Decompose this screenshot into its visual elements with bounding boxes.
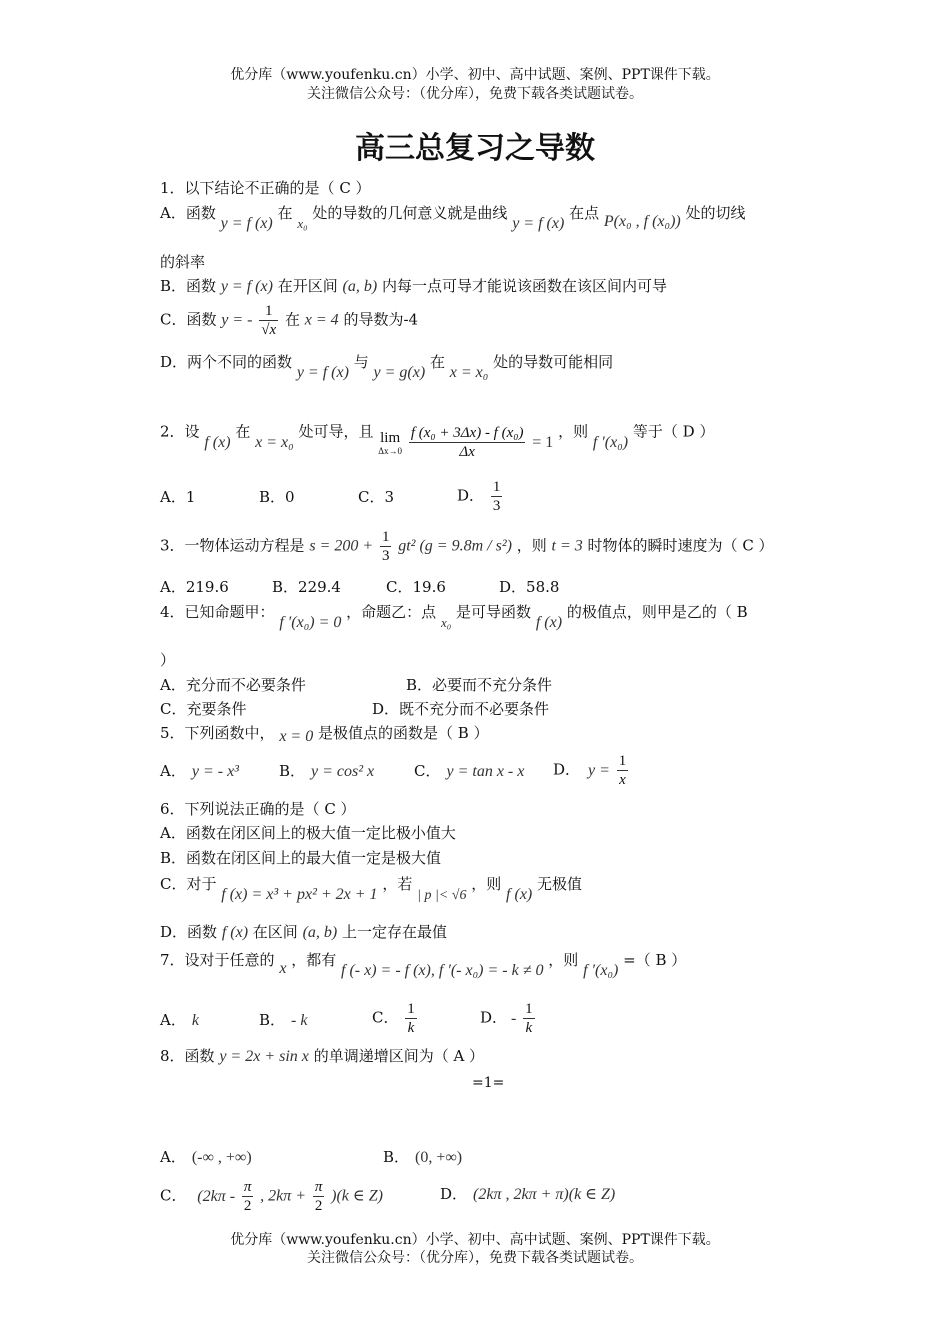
q1-option-a: A．函数 y = f (x) 在 x₀ 处的导数的几何意义就是曲线 y = f (x) 在点 P(x₀ , f (x₀)) 处的切线 [160,204,746,232]
q3-option-c: C．19.6 [386,578,446,596]
page-number: =1= [472,1075,505,1091]
q2-stem: 2．设 f (x) 在 x = x₀ 处可导，且 lim Δx→0 $\frac{\text{f (x₀ + 3Δx) - f (x₀)}}{\Delta x}$ = 1 ，则 f ′(x₀) 等于（ D ） [160,422,715,460]
limit-fraction: $\frac{\text{f (x₀ + 3Δx) - f (x₀)}}{\Delta x}$ [410,425,524,460]
q7-option-c: C． $\frac{1}{k}$ [372,1001,415,1036]
q4-option-a: A．充分而不必要条件 [160,676,306,694]
q3-option-d: D．58.8 [499,578,560,596]
q6-option-a: A．函数在闭区间上的极大值一定比极小值大 [160,824,456,842]
q7-stem: 7．设对于任意的 x ，都有 f (- x) = - f (x), f ′(- x₀) = - k ≠ 0 ，则 f ′(x₀) =（ B ） [160,951,687,979]
q4-stem-cont: ） [160,651,176,669]
q1-option-d: D．两个不同的函数 y = f (x) 与 y = g(x) 在 x = x₀ 处的导数可能相同 [160,353,614,381]
q6-stem: 6．下列说法正确的是（ C ） [160,800,356,818]
fraction: $\frac{\pi}{2}$ [314,1179,323,1214]
footer-line-1: 优分库（www.youfenku.cn）小学、初中、高中试题、案例、PPT课件下载。 [230,1232,720,1248]
q8-stem: 8．函数 y = 2x + sin x 的单调递增区间为（ A ） [160,1047,485,1065]
fraction: $\frac{1}{k}$ [525,1001,533,1036]
q2-option-a: A．1 [160,488,196,506]
footer-line-2: 关注微信公众号：（优分库），免费下载各类试题试卷。 [307,1250,643,1266]
q8-option-c: C． (2kπ - $\frac{\pi}{2}$ , 2kπ + $\frac{\pi}{2}$ )(k ∈ Z) [160,1179,383,1214]
q1-option-b: B．函数 y = f (x) 在开区间 (a, b) 内每一点可导才能说该函数在该区间内可导 [160,277,667,295]
q8-option-d: D． (2kπ , 2kπ + π)(k ∈ Z) [440,1185,616,1203]
q3-option-a: A．219.6 [160,578,229,596]
limit-operator: lim Δx→0 [378,429,403,456]
q5-option-c: C． y = tan x - x [414,762,525,780]
header-line-1: 优分库（www.youfenku.cn）小学、初中、高中试题、案例、PPT课件下载。 [230,67,720,83]
q2-option-b: B．0 [259,488,295,506]
q2-option-d: D． $\frac{1}{3}$ [457,479,501,514]
q4-option-b: B．必要而不充分条件 [406,676,553,694]
q7-option-d: D． - $\frac{1}{k}$ [480,1001,533,1036]
q1-option-c: C．函数 y = - $\frac{1}{√x}$ 在 x = 4 的导数为-4 [160,303,419,338]
q5-option-a: A． y = - x³ [160,762,239,780]
q4-stem: 4．已知命题甲： f ′(x₀) = 0 ，命题乙：点 x₀ 是可导函数 f (x) 的极值点，则甲是乙的（ B [160,603,748,631]
q2-option-c: C．3 [358,488,395,506]
fraction: $\frac{1}{√x}$ [261,303,277,338]
q6-option-d: D．函数 f (x) 在区间 (a, b) 上一定存在最值 [160,923,448,941]
q6-option-c: C．对于 f (x) = x³ + px² + 2x + 1 ，若 | p |< √6 ，则 f (x) 无极值 [160,875,583,903]
q8-option-a: A． (-∞ , +∞) [160,1148,252,1166]
q1-option-a-cont: 的斜率 [160,253,206,271]
q5-option-d: D． y = $\frac{1}{x}$ [553,753,627,788]
fraction: $\frac{1}{x}$ [618,753,627,788]
fraction: $\frac{1}{3}$ [381,529,390,564]
q4-option-d: D．既不充分而不必要条件 [372,700,550,718]
header-line-2: 关注微信公众号：（优分库），免费下载各类试题试卷。 [307,86,643,102]
fraction: $\frac{1}{3}$ [492,479,501,514]
q7-option-b: B． - k [259,1011,308,1029]
q5-option-b: B． y = cos² x [279,762,375,780]
q1-stem: 1．以下结论不正确的是（ C ） [160,179,371,197]
page-title: 高三总复习之导数 [355,131,595,166]
q3-option-b: B．229.4 [272,578,341,596]
q7-option-a: A． k [160,1011,199,1029]
q8-option-b: B． (0, +∞) [383,1148,463,1166]
q3-stem: 3．一物体运动方程是 s = 200 + $\frac{1}{3}$ gt² (g = 9.8m / s²) ，则 t = 3 时物体的瞬时速度为（ C ） [160,529,774,564]
fraction: $\frac{1}{k}$ [407,1001,415,1036]
q4-option-c: C．充要条件 [160,700,247,718]
fraction: $\frac{\pi}{2}$ [243,1179,252,1214]
q6-option-b: B．函数在闭区间上的最大值一定是极大值 [160,849,442,867]
q5-stem: 5．下列函数中， x = 0 是极值点的函数是（ B ） [160,724,489,745]
